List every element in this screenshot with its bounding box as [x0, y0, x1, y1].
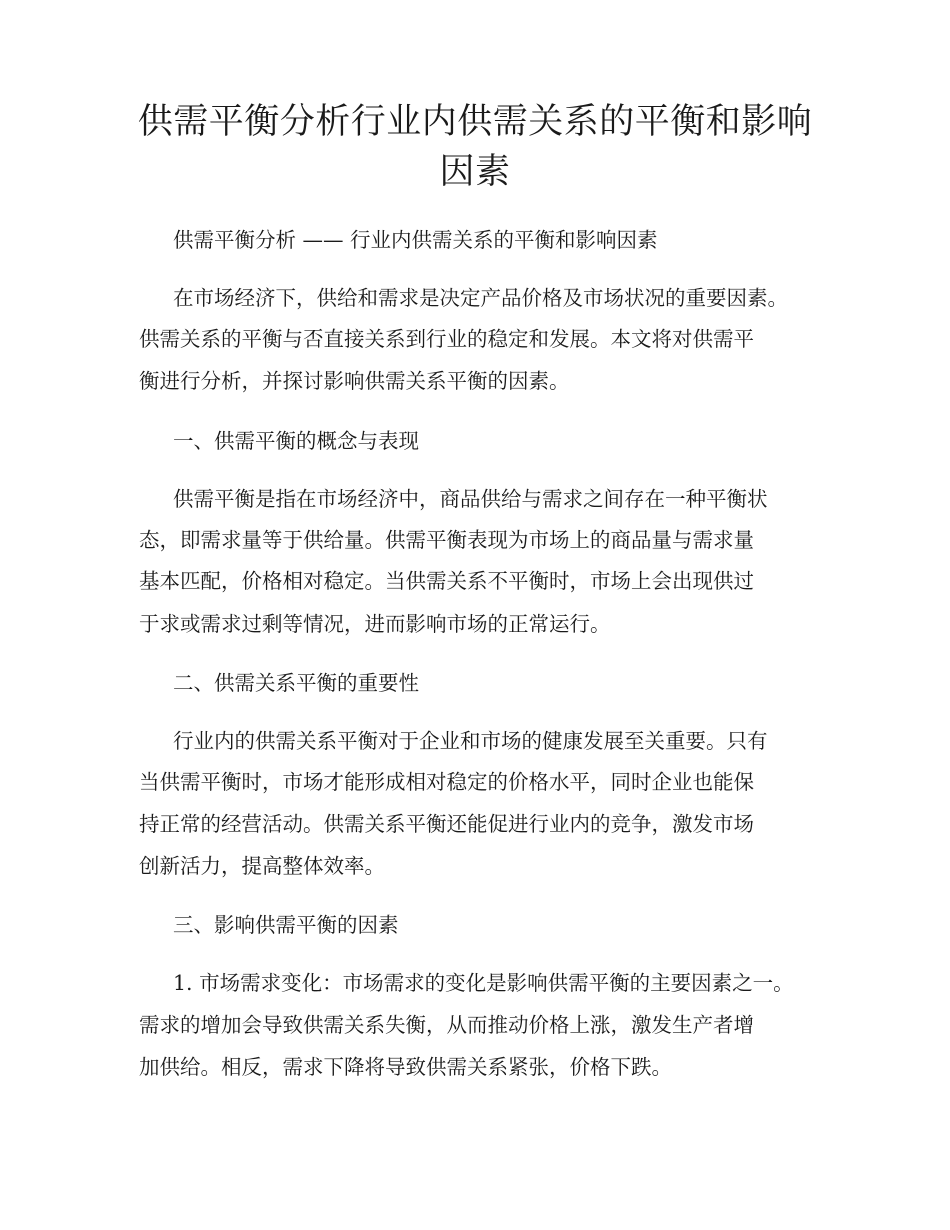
section-1-line-3: 基本匹配，价格相对稳定。当供需关系不平衡时，市场上会出现供过 — [139, 569, 754, 593]
section-2-line-2: 当供需平衡时，市场才能形成相对稳定的价格水平，同时企业也能保 — [139, 770, 754, 794]
section-3-heading: 三、影响供需平衡的因素 — [173, 913, 399, 937]
intro-line-2: 供需关系的平衡与否直接关系到行业的稳定和发展。本文将对供需平 — [139, 327, 754, 351]
document-title-line-1: 供需平衡分析行业内供需关系的平衡和影响 — [137, 102, 813, 142]
section-1-line-1: 供需平衡是指在市场经济中，商品供给与需求之间存在一种平衡状 — [173, 487, 768, 511]
section-1-line-4: 于求或需求过剩等情况，进而影响市场的正常运行。 — [139, 612, 611, 636]
section-1-heading: 一、供需平衡的概念与表现 — [173, 429, 419, 453]
section-2-line-1: 行业内的供需关系平衡对于企业和市场的健康发展至关重要。只有 — [173, 729, 768, 753]
section-3-item-1-line-2: 需求的增加会导致供需关系失衡，从而推动价格上涨，激发生产者增 — [139, 1013, 754, 1037]
section-3-item-1-line-1: 1. 市场需求变化：市场需求的变化是影响供需平衡的主要因素之一。 — [173, 971, 794, 995]
section-2-line-3: 持正常的经营活动。供需关系平衡还能促进行业内的竞争，激发市场 — [139, 812, 754, 836]
subtitle: 供需平衡分析 —— 行业内供需关系的平衡和影响因素 — [173, 228, 658, 252]
document-title-line-2: 因素 — [439, 152, 511, 192]
section-2-line-4: 创新活力，提高整体效率。 — [139, 854, 385, 878]
section-1-line-2: 态，即需求量等于供给量。供需平衡表现为市场上的商品量与需求量 — [139, 528, 754, 552]
intro-line-3: 衡进行分析，并探讨影响供需关系平衡的因素。 — [139, 369, 570, 393]
intro-line-1: 在市场经济下，供给和需求是决定产品价格及市场状况的重要因素。 — [173, 286, 788, 310]
section-3-item-1-line-3: 加供给。相反，需求下降将导致供需关系紧张，价格下跌。 — [139, 1055, 672, 1079]
section-2-heading: 二、供需关系平衡的重要性 — [173, 671, 419, 695]
